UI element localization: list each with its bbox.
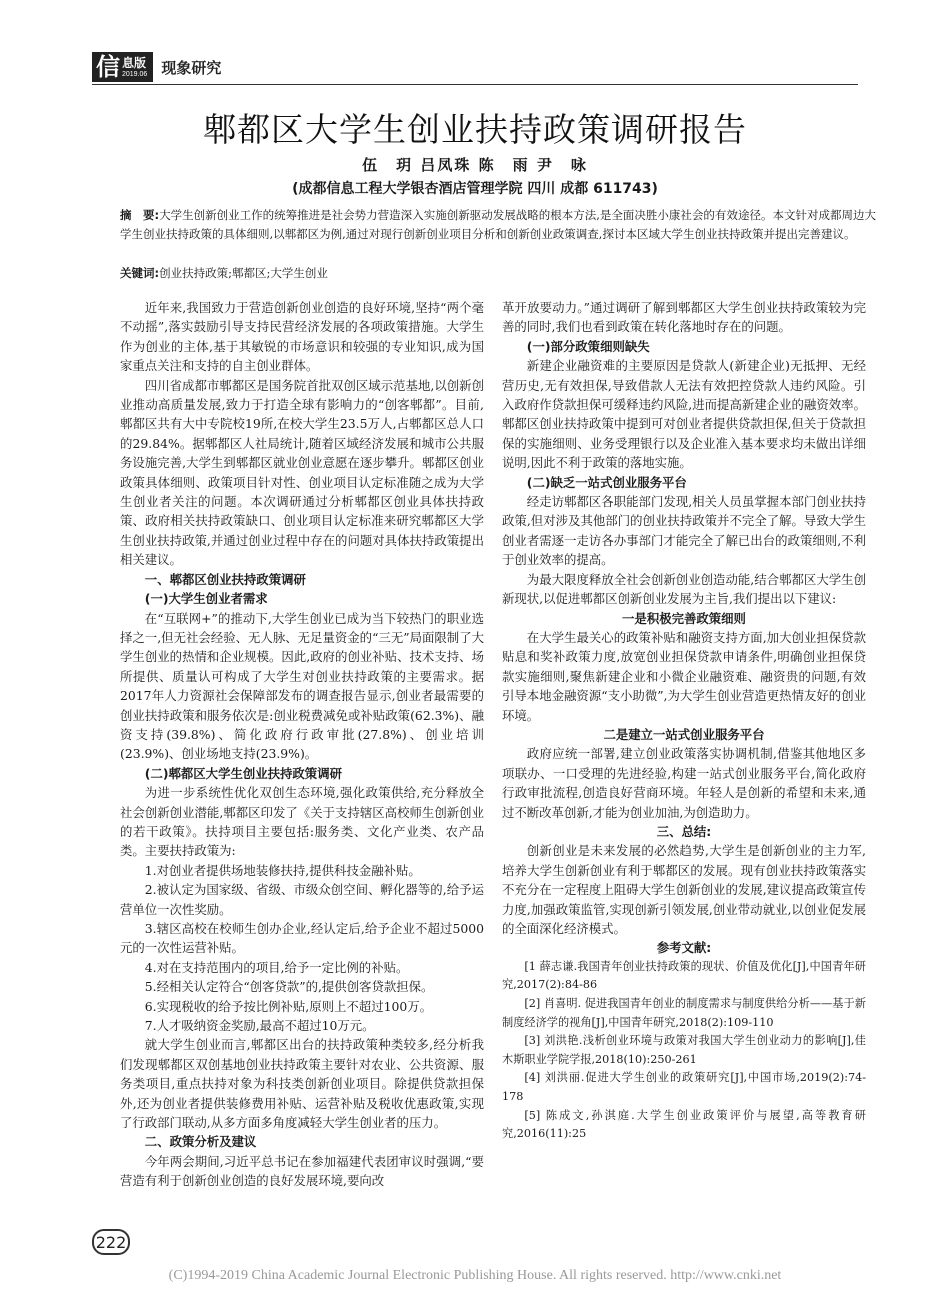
right-column: [502, 298, 866, 1144]
body-paragraph: 四川省成都市郫都区是国务院首批双创区域示范基地,以创新创业推动高质量发展,致力于打造全球有影响力的“创客郫都”。目前,郫都区共有大中专院校19所,在校大学生23.5万人,占郫都区总人口的29.84%。据郫都区人社局统计,随着区域经济发展和城市公共服务设施完善,大学生到郫都区就业创业意愿在逐步攀升。郫都区创业政策具体细则、政策项目针对性、创业项目认定标准随之成为大学生创业者关注的问题。本次调研通过分析郫都区创业具体扶持政策、政府相关扶持政策缺口、创业项目认定标准来研究郫都区大学生创业扶持政策,并通过创业过程中存在的问题对具体扶持政策提出相关建议。: [120, 377, 484, 568]
body-paragraph: 为进一步系统性优化双创生态环境,强化政策供给,充分释放全社会创新创业潜能,郫都区印发了《关于支持辖区高校师生创新创业的若干政策》。扶持项目主要包括:服务类、文化产业类、农产品类。主要扶持政策为:: [120, 785, 484, 859]
body-paragraph: 政府应统一部署,建立创业政策落实协调机制,借鉴其他地区多项联办、一口受理的先进经验,构建一站式创业服务平台,简化政府行政审批流程,创造良好营商环境。年轻人是创新的希望和未来,通过不断改革创新,才能为创业加油,为创造助力。: [502, 746, 866, 820]
body-paragraph: 近年来,我国致力于营造创新创业创造的良好环境,坚持“两个毫不动摇”,落实鼓励引导支持民营经济发展的各项政策措施。大学生作为创业的主体,基于其敏锐的市场意识和较强的专业知识,成为国家重点关注和支持的自主创业群体。: [120, 300, 484, 374]
paper-title: 郫都区大学生创业扶持政策调研报告: [203, 110, 747, 149]
section-heading: 一、郫都区创业扶持政策调研: [144, 571, 306, 587]
section-tag: 现象研究: [161, 58, 222, 77]
abstract: [120, 206, 876, 244]
section-heading: 一是积极完善政策细则: [622, 610, 746, 626]
logo-small-text: 息版: [122, 55, 147, 70]
body-paragraph: 7.人才吸纳资金奖励,最高不超过10万元。: [144, 1018, 375, 1034]
body-paragraph: 6.实现税收的给予按比例补贴,原则上不超过100万。: [144, 998, 433, 1014]
section-heading: 二、政策分析及建议: [144, 1134, 257, 1150]
logo-side: [122, 57, 147, 78]
body-paragraph: 新建企业融资难的主要原因是贷款人(新建企业)无抵押、无经营历史,无有效担保,导致借款人无法有效把控贷款人违约风险。引入政府作贷款担保可缓释违约风险,进而提高新建企业的融资效率。郫都区创业扶持政策中提到可对创业者提供贷款担保,但关于贷款担保的实施细则、业务受理银行以及企业准入基本要求均未做出详细说明,因此不利于政策的落地实施。: [502, 358, 866, 471]
paper-authors: 伍 玥 吕凤珠 陈 雨 尹 咏: [362, 156, 588, 174]
body-paragraph: 5.经相关认定符合“创客贷款”的,提供创客贷款担保。: [144, 979, 434, 995]
page-number: 222: [92, 1229, 130, 1255]
journal-logo: [92, 52, 153, 82]
section-heading: (二)缺乏一站式创业服务平台: [526, 474, 687, 490]
body-paragraph: 2.被认定为国家级、省级、市级众创空间、孵化器等的,给予运营单位一次性奖励。: [120, 882, 484, 917]
section-heading: (一)大学生创业者需求: [144, 591, 268, 607]
reference-item: [5] 陈成文,孙淇庭.大学生创业政策评价与展望,高等教育研究,2016(11):25: [502, 1108, 866, 1141]
reference-item: [4] 刘洪丽.促进大学生创业的政策研究[J],中国市场,2019(2):74-178: [502, 1071, 866, 1103]
body-paragraph: 1.对创业者提供场地装修扶持,提供科技金融补贴。: [144, 862, 421, 878]
left-column: [120, 298, 484, 1191]
paper-affiliation: (成都信息工程大学银杏酒店管理学院 四川 成都 611743): [292, 181, 658, 197]
copyright-footer: (C)1994-2019 China Academic Journal Electronic Publishing House. All rights reserved. http://www.cnki.net: [168, 1268, 782, 1283]
keywords: [120, 264, 876, 283]
body-paragraph: 为最大限度释放全社会创新创业创造动能,结合郫都区大学生创新现状,以促进郫都区创新创业发展为主旨,我们提出以下建议:: [502, 571, 866, 607]
reference-item: [2] 肖喜明. 促进我国青年创业的制度需求与制度供给分析——基于新制度经济学的视角[J],中国青年研究,2018(2):109-110: [502, 997, 866, 1029]
keywords-text: 创业扶持政策;郫都区;大学生创业: [159, 266, 328, 280]
logo-big-char: 信: [96, 52, 120, 81]
keywords-label: 关键词:: [120, 266, 160, 280]
section-heading: 三、总结:: [656, 823, 712, 839]
body-paragraph: 3.辖区高校在校师生创办企业,经认定后,给予企业不超过5000元的一次性运营补贴。: [120, 921, 484, 956]
body-paragraph: 今年两会期间,习近平总书记在参加福建代表团审议时强调,“要营造有利于创新创业创造的良好发展环境,要向改: [120, 1153, 484, 1189]
abstract-label: 摘 要:: [120, 208, 160, 222]
body-paragraph: 创新创业是未来发展的必然趋势,大学生是创新创业的主力军,培养大学生创新创业有利于郫都区的发展。现有创业扶持政策落实不充分在一定程度上阻碍大学生创新创业的发展,建议提高政策宣传力度,加强政策监管,实现创新引领发展,创业带动就业,以创业促发展的全面深化经济模式。: [502, 843, 866, 936]
reference-item: [3] 刘洪艳.浅析创业环境与政策对我国大学生创业动力的影响[J],佳木斯职业学院学报,2018(10):250-261: [502, 1034, 866, 1066]
body-paragraph: 革开放要动力。”通过调研了解到郫都区大学生创业扶持政策较为完善的同时,我们也看到政策在转化落地时存在的问题。: [502, 300, 866, 335]
section-heading: (一)部分政策细则缺失: [526, 338, 650, 354]
body-paragraph: 在大学生最关心的政策补贴和融资支持方面,加大创业担保贷款贴息和奖补政策力度,放宽创业担保贷款申请条件,明确创业担保贷款实施细则,聚焦新建企业和小微企业融资难、融资贵的问题,有效引导本地金融资源“支小助微”,为大学生创业营造更热情友好的创业环境。: [502, 629, 866, 723]
body-paragraph: 在“互联网+”的推动下,大学生创业已成为当下较热门的职业选择之一,但无社会经验、无人脉、无足量资金的“三无”局面限制了大学生创业的热情和企业规模。因此,政府的创业补贴、技术支持、场所提供、质量认可构成了大学生对创业扶持政策的主要需求。据2017年人力资源社会保障部发布的调查报告显示,创业者最需要的创业扶持政策和服务依次是:创业税费减免或补贴政策(62.3%)、融资支持(39.8%)、简化政府行政审批(27.8%)、创业培训(23.9%)、创业场地支持(23.9%)。: [120, 610, 484, 762]
body-paragraph: 就大学生创业而言,郫都区出台的扶持政策种类较多,经分析我们发现郫都区双创基地创业扶持政策主要针对农业、公共资源、服务类项目,重点扶持对象为科技类创新创业项目。除提供贷款担保外,还为创业者提供装修费用补贴、运营补贴及税收优惠政策,实现了行政部门联动,从多方面多角度减轻大学生创业者的压力。: [120, 1037, 484, 1131]
body-paragraph: 4.对在支持范围内的项目,给予一定比例的补贴。: [144, 959, 409, 975]
body-paragraph: 经走访郫都区各职能部门发现,相关人员虽掌握本部门创业扶持政策,但对涉及其他部门的创业扶持政策并不完全了解。导致大学生创业者需逐一走访各办事部门才能完全了解已出台的政策细则,不利于创业效率的提高。: [502, 494, 866, 568]
abstract-text: 大学生创新创业工作的统筹推进是社会势力营造深入实施创新驱动发展战略的根本方法,是全面决胜小康社会的有效途径。本文针对成都周边大学生创业扶持政策的具体细则,以郫都区为例,通过对现行创新创业项目分析和创新创业政策调查,探讨本区域大学生创业扶持政策并提出完善建议。: [120, 208, 876, 241]
journal-header: [92, 52, 221, 82]
logo-date: 2019.06: [122, 70, 148, 78]
section-heading: (二)郫都区大学生创业扶持政策调研: [144, 765, 342, 781]
section-heading: 二是建立一站式创业服务平台: [603, 726, 765, 742]
header-divider: [92, 84, 858, 85]
reference-item: [1 薛志谦.我国青年创业扶持政策的现状、价值及优化[J],中国青年研究,2017(2):84-86: [502, 959, 866, 992]
section-heading: 参考文献:: [656, 940, 712, 956]
